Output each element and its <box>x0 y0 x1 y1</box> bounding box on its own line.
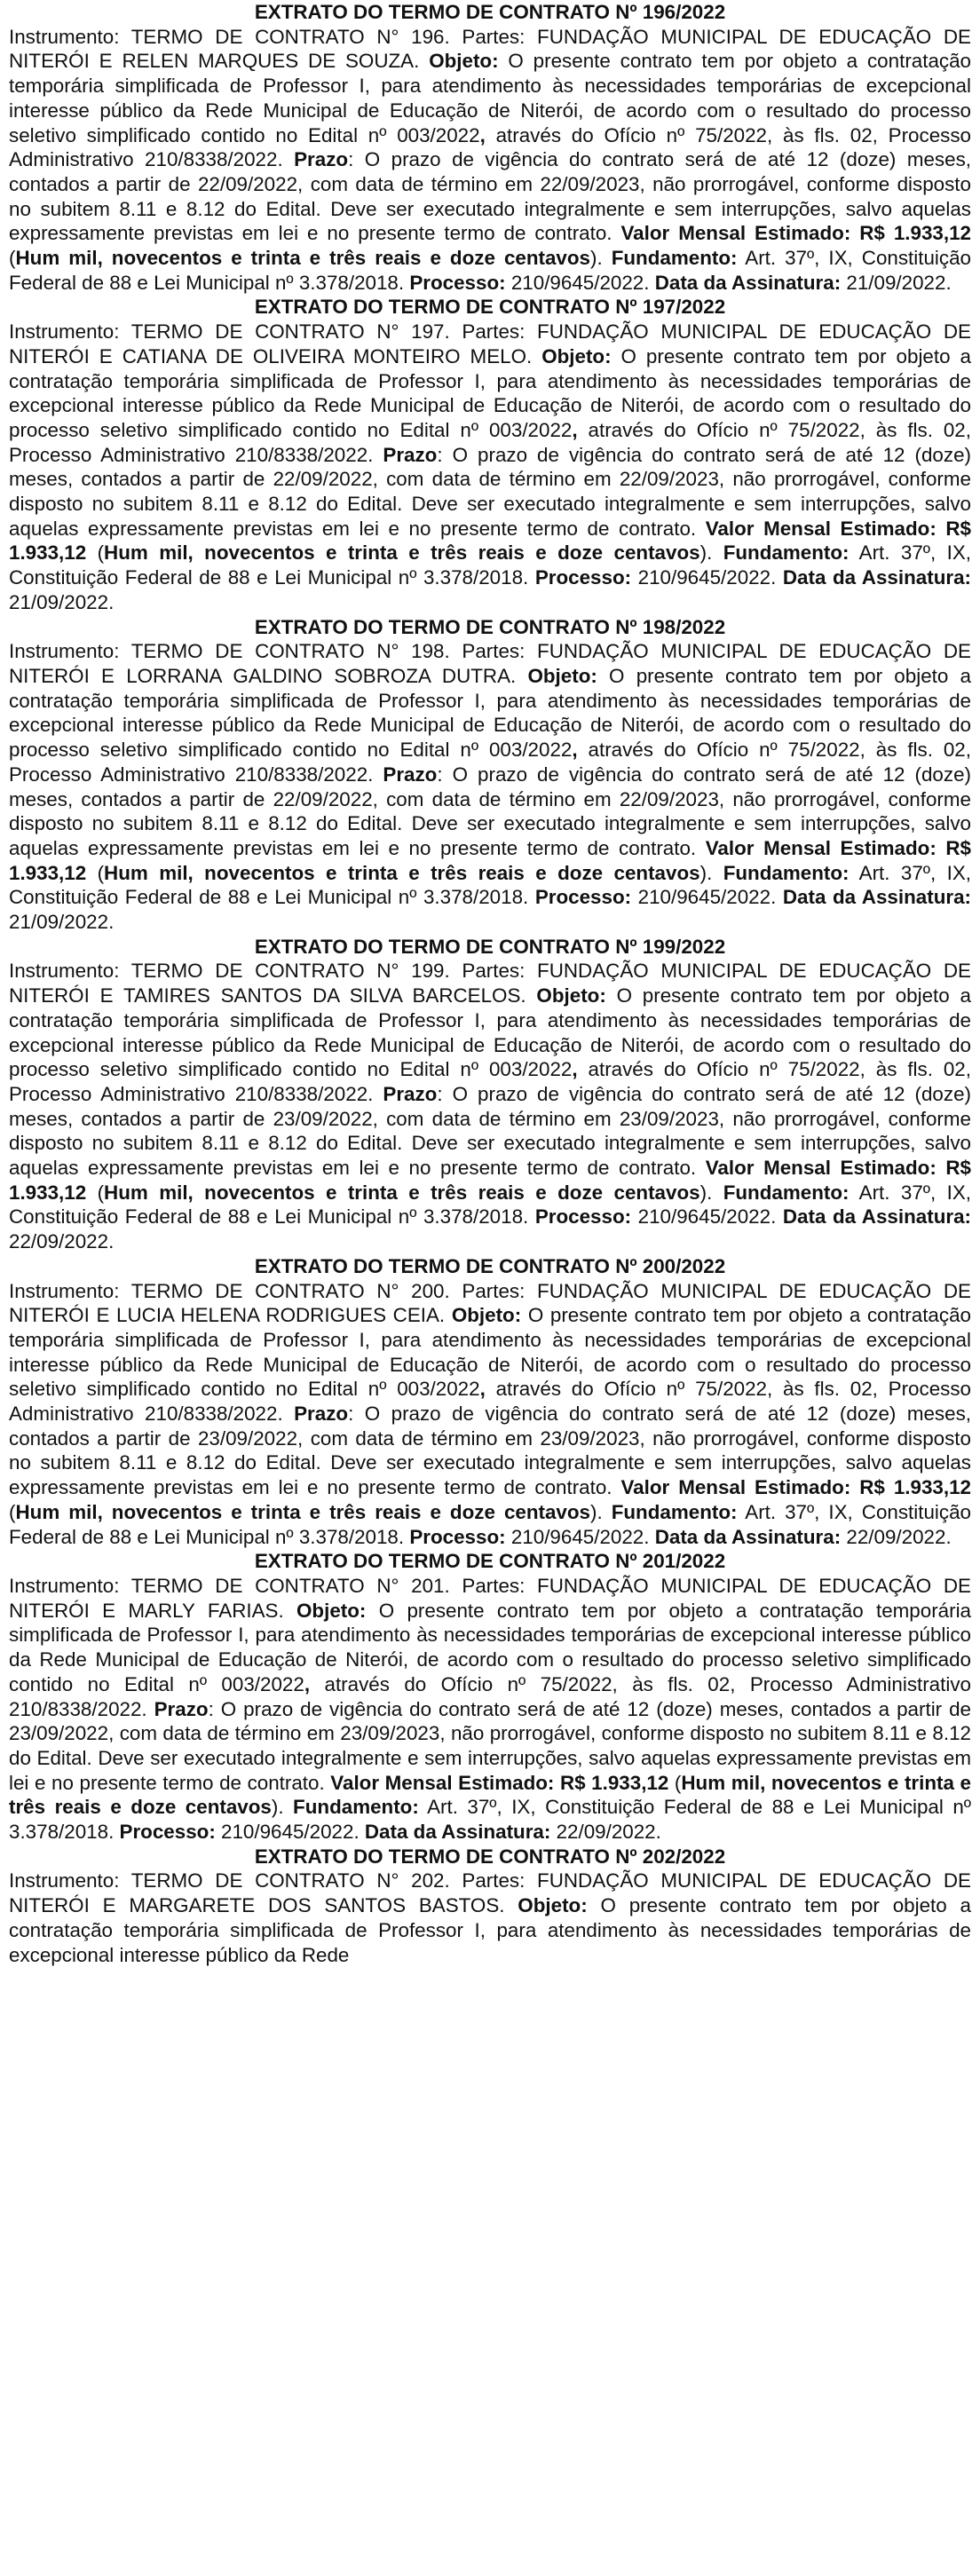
text-run: 22/09/2022. <box>550 1821 661 1844</box>
text-run: 210/9645/2022. <box>631 1205 783 1229</box>
text-run: 210/9645/2022. <box>215 1821 365 1844</box>
bold-text-run: Hum mil, novecentos e trinta e três reais e doze centavos <box>104 861 700 884</box>
text-run: O presente contrato tem por objeto a contratação temporária simplificada de Professor I, para atendimento às necessidades temporárias de excepcional interesse público da Rede Municipal de Educação de Niterói, de acordo com o resultado do processo seletivo simplificado contido no Edital nº 003/2022 <box>9 664 971 762</box>
extract-body <box>9 959 971 1253</box>
bold-text-run: , <box>304 1672 311 1695</box>
text-run: 21/09/2022. <box>9 590 115 613</box>
bold-text-run: Hum mil, novecentos e trinta e três reais e doze centavos <box>15 247 591 270</box>
text-run: O presente contrato tem por objeto a contratação temporária simplificada de Professor I, para atendimento às necessidades temporárias de excepcional interesse público da Rede Municipal de Educação de Niterói, de acordo com o resultado do processo seletivo simplificado contido no Edital nº 003/2022 <box>9 984 971 1081</box>
bold-text-run: Fundamento: <box>723 1181 850 1204</box>
bold-text-run: Data da Assinatura: <box>782 1205 971 1229</box>
text-run: O presente contrato tem por objeto a contratação temporária simplificada de Professor I, para atendimento às necessidades temporárias de excepcional interesse público da Rede Municipal de Educação de Niterói, de acordo com o resultado do processo seletivo simplificado contido no Edital nº 003/2022 <box>9 50 971 146</box>
extract-title: EXTRATO DO TERMO DE CONTRATO Nº 199/2022 <box>254 935 726 958</box>
bold-text-run: Processo: <box>534 1205 632 1229</box>
text-run: 22/09/2022. <box>9 1230 115 1253</box>
text-run: O presente contrato tem por objeto a contratação temporária simplificada de Professor I, para atendimento às necessidades temporárias de excepcional interesse público da Rede Municipal de Educação de Niterói, de acordo com o resultado do processo seletivo simplificado contido no Edital nº 003/2022 <box>9 344 971 441</box>
text-run: Instrumento: TERMO DE CONTRATO N° 199. Partes: FUNDAÇÃO MUNICIPAL DE EDUCAÇÃO DE NITERÓI E TAMIRES SANTOS DA SILVA BARCELOS. <box>9 960 971 1007</box>
bold-text-run: Hum mil, novecentos e trinta e três reais e doze centavos <box>104 1181 700 1204</box>
bold-text-run: Processo: <box>534 566 632 589</box>
contract-extract <box>9 295 971 614</box>
bold-text-run: Prazo <box>154 1697 209 1720</box>
extract-body <box>9 25 971 296</box>
bold-text-run: , <box>479 1378 486 1401</box>
text-run: Art. 37º, IX, Constituição Federal de 88 e Lei Municipal nº 3.378/2018. <box>9 1796 971 1844</box>
extract-body <box>9 1574 971 1845</box>
text-run: através do Ofício nº 75/2022, às fls. 02, Processo Administrativo 210/8338/2022. <box>9 418 971 466</box>
extract-body <box>9 320 971 614</box>
bold-text-run: Objeto: <box>451 1304 522 1327</box>
bold-text-run: Fundamento: <box>723 541 850 565</box>
bold-text-run: Objeto: <box>541 344 612 367</box>
extract-body <box>9 1869 971 1967</box>
extract-title: EXTRATO DO TERMO DE CONTRATO Nº 201/2022 <box>254 1550 726 1573</box>
bold-text-run: Objeto: <box>518 1894 588 1917</box>
text-run: através do Ofício nº 75/2022, às fls. 02, Processo Administrativo 210/8338/2022. <box>9 1378 971 1426</box>
text-run: Instrumento: TERMO DE CONTRATO N° 196. Partes: FUNDAÇÃO MUNICIPAL DE EDUCAÇÃO DE NITERÓI E RELEN MARQUES DE SOUZA. <box>9 25 971 73</box>
text-run: ( <box>668 1771 682 1794</box>
text-run: Instrumento: TERMO DE CONTRATO N° 201. Partes: FUNDAÇÃO MUNICIPAL DE EDUCAÇÃO DE NITERÓI E MARLY FARIAS. <box>9 1575 971 1622</box>
bold-text-run: Fundamento: <box>611 247 738 270</box>
bold-text-run: Hum mil, novecentos e trinta e três reais e doze centavos <box>9 1771 971 1819</box>
text-run: 210/9645/2022. <box>631 886 783 909</box>
text-run: ( <box>9 247 16 270</box>
extract-title: EXTRATO DO TERMO DE CONTRATO Nº 196/2022 <box>254 1 726 23</box>
text-run: : O prazo de vigência do contrato será de até 12 (doze) meses, contados a partir de 23/09/2022, com data de término em 23/09/2023, não prorrogável, conforme disposto no subitem 8.11 e 8.12 do Edital. Deve ser executado integralmente e sem interrupções, salvo aquelas expressamente previstas em lei e no presente termo de contrato. <box>9 1403 971 1499</box>
text-run: 210/9645/2022. <box>505 1525 655 1548</box>
text-run: Instrumento: TERMO DE CONTRATO N° 197. Partes: FUNDAÇÃO MUNICIPAL DE EDUCAÇÃO DE NITERÓI E CATIANA DE OLIVEIRA MONTEIRO MELO. <box>9 320 971 367</box>
text-run: ). <box>699 541 723 565</box>
text-run: 210/9645/2022. <box>505 271 655 294</box>
bold-text-run: , <box>479 123 486 146</box>
text-run: O presente contrato tem por objeto a contratação temporária simplificada de Professor I, para atendimento às necessidades temporárias de excepcional interesse público da Rede <box>9 1894 971 1966</box>
text-run: 210/9645/2022. <box>631 566 783 589</box>
text-run: Instrumento: TERMO DE CONTRATO N° 202. Partes: FUNDAÇÃO MUNICIPAL DE EDUCAÇÃO DE NITERÓI E MARGARETE DOS SANTOS BASTOS. <box>9 1869 971 1917</box>
text-run: 22/09/2022. <box>841 1525 952 1548</box>
text-run: através do Ofício nº 75/2022, às fls. 02, Processo Administrativo 210/8338/2022. <box>9 1058 971 1105</box>
contract-extract <box>9 0 971 295</box>
bold-text-run: , <box>572 1058 578 1081</box>
contract-extract <box>9 1845 971 1968</box>
bold-text-run: Data da Assinatura: <box>654 271 842 294</box>
bold-text-run: Prazo <box>383 763 438 786</box>
bold-text-run: Valor Mensal Estimado: R$ 1.933,12 <box>620 222 971 245</box>
bold-text-run: Data da Assinatura: <box>654 1525 842 1548</box>
bold-text-run: Prazo <box>294 148 349 171</box>
bold-text-run: Valor Mensal Estimado: R$ 1.933,12 <box>9 1157 971 1204</box>
text-run: ). <box>699 1181 723 1204</box>
text-run: ). <box>271 1796 294 1819</box>
bold-text-run: Processo: <box>119 1821 216 1844</box>
bold-text-run: Processo: <box>409 1525 506 1548</box>
bold-text-run: , <box>572 739 578 762</box>
bold-text-run: Fundamento: <box>611 1500 738 1523</box>
text-run: ( <box>86 541 105 565</box>
bold-text-run: Objeto: <box>527 664 597 687</box>
contract-extract <box>9 615 971 935</box>
text-run: O presente contrato tem por objeto a contratação temporária simplificada de Professor I, para atendimento às necessidades temporárias de excepcional interesse público da Rede Municipal de Educação de Niterói, de acordo com o resultado do processo seletivo simplificado contido no Edital nº 003/2022 <box>9 1304 971 1401</box>
contract-extract <box>9 1549 971 1844</box>
text-run: ). <box>590 247 612 270</box>
text-run: ). <box>590 1500 612 1523</box>
bold-text-run: Data da Assinatura: <box>782 566 971 589</box>
text-run: ( <box>86 861 105 884</box>
text-run: através do Ofício nº 75/2022, às fls. 02, Processo Administrativo 210/8338/2022. <box>9 1672 971 1720</box>
text-run: Art. 37º, IX, Constituição Federal de 88 e Lei Municipal nº 3.378/2018. <box>9 541 971 589</box>
bold-text-run: Prazo <box>294 1403 349 1426</box>
bold-text-run: Hum mil, novecentos e trinta e três reais e doze centavos <box>15 1500 591 1523</box>
bold-text-run: Prazo <box>383 443 438 466</box>
bold-text-run: Prazo <box>383 1082 438 1105</box>
text-run: O presente contrato tem por objeto a contratação temporária simplificada de Professor I, para atendimento às necessidades temporárias de excepcional interesse público da Rede Municipal de Educação de Niterói, de acordo com o resultado do processo seletivo simplificado contido no Edital nº 003/2022 <box>9 1599 971 1695</box>
bold-text-run: , <box>572 418 578 441</box>
extract-title: EXTRATO DO TERMO DE CONTRATO Nº 200/2022 <box>254 1254 726 1277</box>
bold-text-run: Fundamento: <box>293 1796 419 1819</box>
text-run: 21/09/2022. <box>841 271 952 294</box>
text-run: ). <box>699 861 723 884</box>
bold-text-run: Data da Assinatura: <box>364 1821 551 1844</box>
text-run: : O prazo de vigência do contrato será de até 12 (doze) meses, contados a partir de 22/09/2022, com data de término em 22/09/2023, não prorrogável, conforme disposto no subitem 8.11 e 8.12 do Edital. Deve ser executado integralmente e sem interrupções, salvo aquelas expressamente previstas em lei e no presente termo de contrato. <box>9 763 971 859</box>
extract-body <box>9 639 971 934</box>
bold-text-run: Valor Mensal Estimado: R$ 1.933,12 <box>9 517 971 565</box>
text-run: Art. 37º, IX, Constituição Federal de 88 e Lei Municipal nº 3.378/2018. <box>9 247 971 294</box>
text-run: Instrumento: TERMO DE CONTRATO N° 198. Partes: FUNDAÇÃO MUNICIPAL DE EDUCAÇÃO DE NITERÓI E LORRANA GALDINO SOBROZA DUTRA. <box>9 640 971 687</box>
bold-text-run: Valor Mensal Estimado: R$ 1.933,12 <box>620 1476 971 1499</box>
text-run: através do Ofício nº 75/2022, às fls. 02, Processo Administrativo 210/8338/2022. <box>9 739 971 786</box>
bold-text-run: Objeto: <box>429 50 499 73</box>
bold-text-run: Processo: <box>409 271 506 294</box>
contract-extract <box>9 935 971 1254</box>
contract-extract <box>9 1254 971 1549</box>
text-run: Instrumento: TERMO DE CONTRATO N° 200. Partes: FUNDAÇÃO MUNICIPAL DE EDUCAÇÃO DE NITERÓI E LUCIA HELENA RODRIGUES CEIA. <box>9 1279 971 1327</box>
text-run: 21/09/2022. <box>9 911 115 934</box>
bold-text-run: Hum mil, novecentos e trinta e três reais e doze centavos <box>104 541 700 565</box>
bold-text-run: Fundamento: <box>723 861 850 884</box>
text-run: : O prazo de vigência do contrato será de até 12 (doze) meses, contados a partir de 23/09/2022, com data de término em 23/09/2023, não prorrogável, conforme disposto no subitem 8.11 e 8.12 do Edital. Deve ser executado integralmente e sem interrupções, salvo aquelas expressamente previstas em lei e no presente termo de contrato. <box>9 1082 971 1180</box>
text-run: através do Ofício nº 75/2022, às fls. 02, Processo Administrativo 210/8338/2022. <box>9 123 971 171</box>
text-run: Art. 37º, IX, Constituição Federal de 88 e Lei Municipal nº 3.378/2018. <box>9 1181 971 1229</box>
bold-text-run: Objeto: <box>536 984 606 1007</box>
extract-body <box>9 1279 971 1550</box>
text-run: : O prazo de vigência do contrato será de até 12 (doze) meses, contados a partir de 23/09/2022, com data de término em 23/09/2023, não prorrogável, conforme disposto no subitem 8.11 e 8.12 do Edital. Deve ser executado integralmente e sem interrupções, salvo aquelas expressamente previstas em lei e no presente termo de contrato. <box>9 1697 971 1794</box>
text-run: Art. 37º, IX, Constituição Federal de 88 e Lei Municipal nº 3.378/2018. <box>9 1500 971 1548</box>
bold-text-run: Data da Assinatura: <box>782 886 971 909</box>
bold-text-run: Processo: <box>534 886 632 909</box>
extract-title: EXTRATO DO TERMO DE CONTRATO Nº 202/2022 <box>254 1845 726 1868</box>
bold-text-run: Valor Mensal Estimado: R$ 1.933,12 <box>9 836 971 884</box>
text-run: Art. 37º, IX, Constituição Federal de 88 e Lei Municipal nº 3.378/2018. <box>9 861 971 909</box>
text-run: : O prazo de vigência do contrato será de até 12 (doze) meses, contados a partir de 22/09/2022, com data de término em 22/09/2023, não prorrogável, conforme disposto no subitem 8.11 e 8.12 do Edital. Deve ser executado integralmente e sem interrupções, salvo aquelas expressamente previstas em lei e no presente termo de contrato. <box>9 443 971 540</box>
bold-text-run: Objeto: <box>296 1599 367 1622</box>
text-run: : O prazo de vigência do contrato será de até 12 (doze) meses, contados a partir de 22/09/2022, com data de término em 22/09/2023, não prorrogável, conforme disposto no subitem 8.11 e 8.12 do Edital. Deve ser executado integralmente e sem interrupções, salvo aquelas expressamente previstas em lei e no presente termo de contrato. <box>9 148 971 245</box>
text-run: ( <box>9 1500 16 1523</box>
extract-title: EXTRATO DO TERMO DE CONTRATO Nº 197/2022 <box>254 296 726 319</box>
bold-text-run: Valor Mensal Estimado: R$ 1.933,12 <box>330 1771 669 1794</box>
extract-title: EXTRATO DO TERMO DE CONTRATO Nº 198/2022 <box>254 615 726 638</box>
text-run: ( <box>86 1181 105 1204</box>
